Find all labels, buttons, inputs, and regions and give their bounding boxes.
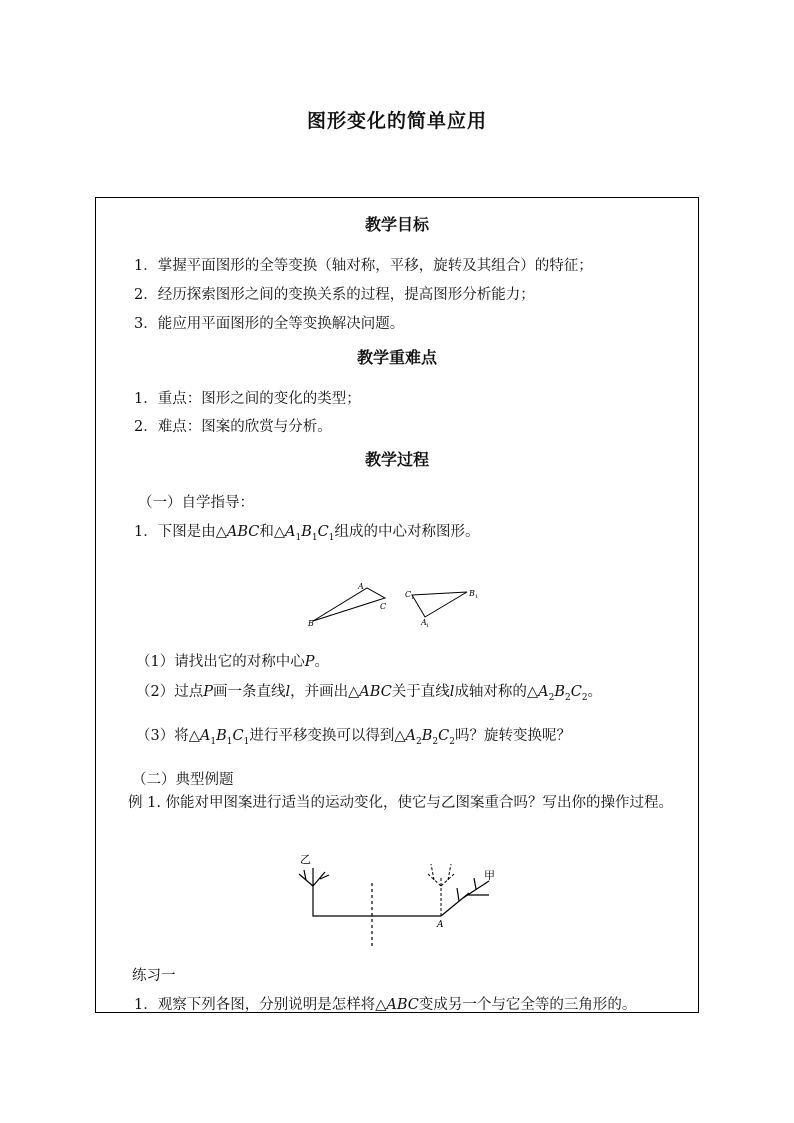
goals-heading: 教学目标 <box>364 215 429 234</box>
sub-question-1: （1）请找出它的对称中心P。 <box>136 654 329 670</box>
svg-text:1: 1 <box>475 594 479 600</box>
practice-question-1: 1．观察下列各图，分别说明是怎样将△ABC变成另一个与它全等的三角形的。 <box>134 997 637 1013</box>
svg-text:1: 1 <box>411 595 415 601</box>
goal-3: 3．能应用平面图形的全等变换解决问题。 <box>134 316 405 332</box>
figure-pattern-transform <box>291 848 506 953</box>
q1-abc: ABC <box>226 524 260 540</box>
figure-central-symmetry <box>296 578 496 634</box>
label-b1: B <box>469 589 475 598</box>
part2-heading: （二）典型例题 <box>132 772 234 788</box>
svg-text:1: 1 <box>426 623 430 629</box>
q1-mid: 和△ <box>259 524 286 540</box>
label-c1: C <box>405 590 412 599</box>
sub-question-3: （3）将$\triangle A_1B_1C_1$进行平移变换可以得到$\triangle A_2B_2C_2$吗？旋转变换呢？ <box>136 728 571 747</box>
triangle-abc <box>313 588 385 621</box>
lesson-table <box>95 197 699 1013</box>
q1-a: A <box>285 524 296 540</box>
label-a: A <box>358 582 364 591</box>
pattern-jia <box>441 878 489 916</box>
label-a1: A <box>421 618 427 627</box>
label-jia: 甲 <box>484 869 495 882</box>
triangle-a1b1c1 <box>412 592 467 617</box>
process-heading: 教学过程 <box>364 450 429 469</box>
goal-1: 1．掌握平面图形的全等变换（轴对称，平移，旋转及其组合）的特征； <box>134 258 593 274</box>
practice-heading: 练习一 <box>132 968 176 984</box>
key-point-2: 2．难点：图案的欣赏与分析。 <box>134 419 332 435</box>
key-point-1: 1．重点：图形之间的变化的类型； <box>134 391 361 407</box>
key-heading: 教学重难点 <box>356 348 437 367</box>
page-title: 图形变化的简单应用 <box>306 110 487 132</box>
label-point-a: A <box>437 920 444 930</box>
part1-heading: （一）自学指导： <box>138 495 254 511</box>
q1-post: 组成的中心对称图形。 <box>334 524 480 540</box>
label-yi: 乙 <box>300 853 311 866</box>
sub-question-2: （2）过点P画一条直线l，并画出△ABC关于直线l成轴对称的$\triangle A_2B_2C_2$。 <box>136 684 603 703</box>
q1-pre: 1．下图是由△ <box>134 524 227 540</box>
label-c: C <box>380 602 387 611</box>
pattern-yi <box>313 868 441 916</box>
label-b: B <box>308 619 314 628</box>
question-1: 1．下图是由△ABC和$\triangle A_1B_1C_1$组成的中心对称图形。 <box>134 524 480 543</box>
example-1: 例 1. 你能对甲图案进行适当的运动变化，使它与乙图案重合吗？写出你的操作过程。 <box>128 795 674 811</box>
goal-2: 2．经历探索图形之间的变换关系的过程，提高图形分析能力； <box>134 287 535 303</box>
